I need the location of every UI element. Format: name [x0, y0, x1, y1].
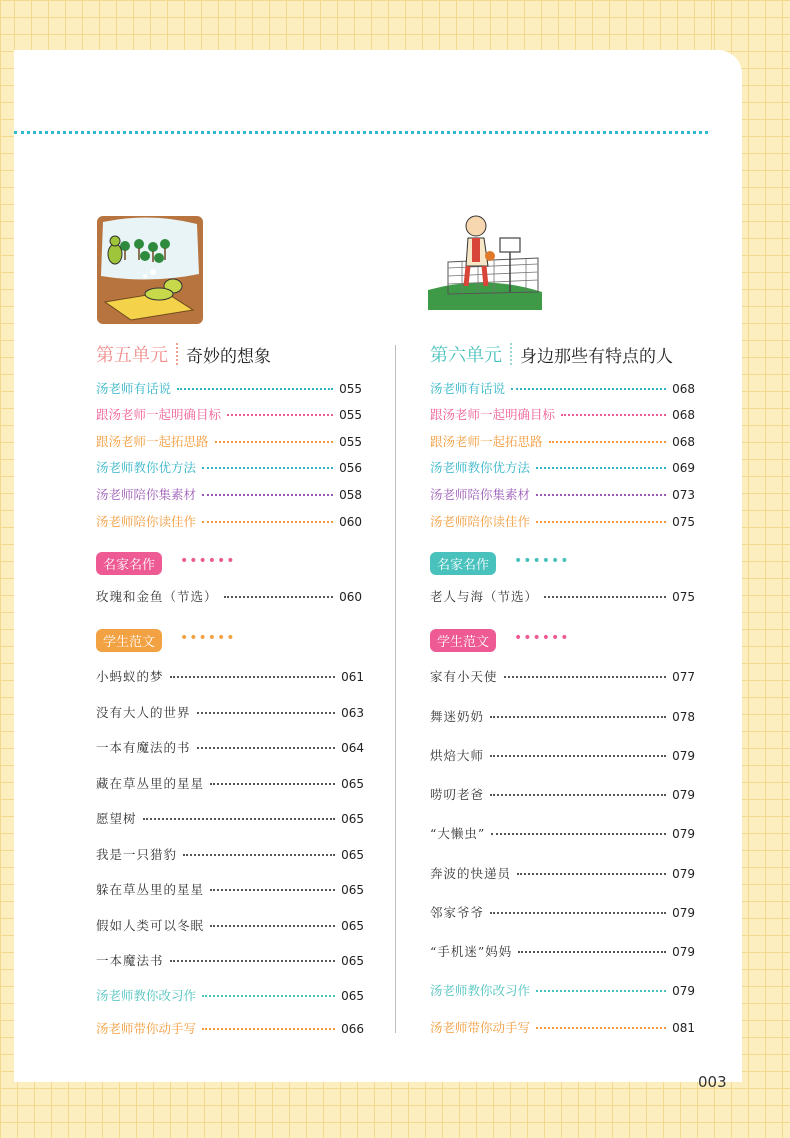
leader-dots: [544, 596, 666, 598]
page-ref: 079: [672, 906, 695, 920]
toc-label: 跟汤老师一起拓思路: [96, 434, 209, 449]
toc-label: 没有大人的世界: [96, 705, 191, 720]
page-ref: 069: [672, 461, 695, 475]
leader-dots: [536, 494, 666, 496]
toc-label: 藏在草丛里的星星: [96, 776, 205, 791]
page-ref: 065: [341, 777, 364, 791]
toc-row[interactable]: [430, 587, 695, 605]
leader-dots: [491, 833, 666, 835]
leader-dots: [202, 494, 333, 496]
toc-row[interactable]: [430, 379, 695, 397]
toc-row[interactable]: [430, 942, 695, 960]
leader-dots: [202, 1028, 335, 1030]
toc-row[interactable]: [96, 880, 364, 898]
page-ref: 060: [339, 590, 362, 604]
page-ref: 078: [672, 710, 695, 724]
page-ref: 079: [672, 788, 695, 802]
unit-number: 第六单元: [430, 345, 502, 366]
leader-dots: [536, 990, 666, 992]
page-ref: 068: [672, 408, 695, 422]
old-man-basketball-illustration: [428, 212, 542, 310]
leader-dots: [490, 755, 666, 757]
page-ref: 065: [341, 954, 364, 968]
page-ref: 079: [672, 984, 695, 998]
toc-label: 跟汤老师一起明确目标: [96, 407, 222, 422]
student-essays-badge: 学生范文: [430, 629, 496, 652]
badge-dots: ••••••: [180, 553, 236, 569]
leader-dots: [490, 794, 666, 796]
unit-number: 第五单元: [96, 345, 168, 366]
leader-dots: [227, 414, 333, 416]
toc-label: 汤老师陪你集素材: [96, 487, 197, 502]
leader-dots: [197, 712, 336, 714]
toc-row[interactable]: [96, 485, 362, 503]
toc-row[interactable]: [96, 951, 364, 969]
toc-label: 汤老师有话说: [96, 381, 172, 396]
toc-row[interactable]: [96, 458, 362, 476]
leader-dots: [504, 676, 667, 678]
leader-dots: [210, 889, 335, 891]
toc-row[interactable]: [430, 405, 695, 423]
toc-label: 邻家爷爷: [430, 905, 485, 920]
toc-row[interactable]: [430, 485, 695, 503]
toc-row[interactable]: [430, 746, 695, 764]
toc-label: 老人与海（节选）: [430, 589, 539, 604]
toc-label: 汤老师教你优方法: [430, 460, 531, 475]
page-ref: 063: [341, 706, 364, 720]
leader-dots: [143, 818, 336, 820]
page-ref: 073: [672, 488, 695, 502]
page-ref: 068: [672, 382, 695, 396]
toc-label: 汤老师陪你读佳作: [96, 514, 197, 529]
page-ref: 068: [672, 435, 695, 449]
leader-dots: [561, 414, 666, 416]
page-ref: 064: [341, 741, 364, 755]
toc-label: 汤老师陪你集素材: [430, 487, 531, 502]
leader-dots: [210, 925, 335, 927]
page-ref: 065: [341, 883, 364, 897]
toc-row[interactable]: [430, 864, 695, 882]
page-ref: 055: [339, 435, 362, 449]
toc-row[interactable]: [96, 432, 362, 450]
leader-dots: [197, 747, 336, 749]
page-number: 003: [698, 1073, 727, 1091]
page-ref: 079: [672, 867, 695, 881]
page-ref: 065: [341, 848, 364, 862]
unit-title: 奇妙的想象: [186, 346, 271, 367]
leader-dots: [536, 521, 666, 523]
leader-dots: [215, 441, 334, 443]
leader-dots: [518, 951, 666, 953]
unit-separator: [510, 343, 512, 365]
page-ref: 055: [339, 382, 362, 396]
toc-label: 躲在草丛里的星星: [96, 882, 205, 897]
top-dotted-rule: [14, 131, 708, 134]
toc-label: 汤老师教你改习作: [430, 983, 531, 998]
page-ref: 065: [341, 919, 364, 933]
leader-dots: [490, 912, 666, 914]
badge-dots: ••••••: [514, 553, 570, 569]
page-ref: 079: [672, 945, 695, 959]
toc-row[interactable]: [430, 1018, 695, 1036]
page-ref: 079: [672, 749, 695, 763]
toc-label: 汤老师带你动手写: [430, 1020, 531, 1035]
toc-row[interactable]: [96, 986, 364, 1004]
toc-row[interactable]: [96, 667, 364, 685]
toc-label: 愿望树: [96, 811, 137, 826]
leader-dots: [490, 716, 666, 718]
unit-title: 身边那些有特点的人: [520, 346, 673, 367]
famous-works-badge: 名家名作: [96, 552, 162, 575]
toc-row[interactable]: [430, 667, 695, 685]
leader-dots: [511, 388, 666, 390]
toc-row[interactable]: [430, 981, 695, 999]
toc-row[interactable]: [96, 738, 364, 756]
top-grid-band: [14, 0, 714, 50]
page-ref: 077: [672, 670, 695, 684]
toc-row[interactable]: [430, 785, 695, 803]
famous-works-badge: 名家名作: [430, 552, 496, 575]
ant-dream-illustration: [95, 214, 205, 326]
toc-label: 小蚂蚁的梦: [96, 669, 164, 684]
toc-row[interactable]: [430, 432, 695, 450]
toc-row[interactable]: [430, 512, 695, 530]
toc-label: 汤老师教你优方法: [96, 460, 197, 475]
page-ref: 055: [339, 408, 362, 422]
page-ref: 066: [341, 1022, 364, 1036]
leader-dots: [536, 467, 666, 469]
page-ref: 081: [672, 1021, 695, 1035]
leader-dots: [517, 873, 666, 875]
column-divider: [395, 345, 396, 1033]
toc-row[interactable]: [96, 512, 362, 530]
leader-dots: [170, 676, 336, 678]
page-ref: 065: [341, 812, 364, 826]
toc-label: 汤老师陪你读佳作: [430, 514, 531, 529]
leader-dots: [536, 1027, 666, 1029]
toc-row[interactable]: [96, 774, 364, 792]
toc-row[interactable]: [430, 903, 695, 921]
page-ref: 058: [339, 488, 362, 502]
toc-row[interactable]: [430, 458, 695, 476]
toc-row[interactable]: [96, 405, 362, 423]
page-ref: 065: [341, 989, 364, 1003]
toc-label: 汤老师教你改习作: [96, 988, 197, 1003]
toc-label: 跟汤老师一起拓思路: [430, 434, 543, 449]
page-ref: 075: [672, 590, 695, 604]
leader-dots: [224, 596, 334, 598]
page-ref: 056: [339, 461, 362, 475]
toc-row[interactable]: [430, 707, 695, 725]
badge-dots: ••••••: [180, 630, 236, 646]
leader-dots: [170, 960, 336, 962]
unit-separator: [176, 343, 178, 365]
toc-label: 我是一只猎豹: [96, 847, 178, 862]
toc-label: 汤老师有话说: [430, 381, 506, 396]
toc-label: “大懒虫”: [430, 826, 486, 841]
unit-header: [430, 341, 673, 367]
leader-dots: [183, 854, 335, 856]
toc-row[interactable]: [96, 1019, 364, 1037]
leader-dots: [202, 521, 333, 523]
toc-label: “手机迷”妈妈: [430, 944, 513, 959]
toc-row[interactable]: [96, 703, 364, 721]
page-ref: 079: [672, 827, 695, 841]
toc-row[interactable]: [96, 916, 364, 934]
toc-label: 假如人类可以冬眠: [96, 918, 205, 933]
toc-label: 奔波的快递员: [430, 866, 512, 881]
page-ref: 061: [341, 670, 364, 684]
toc-row[interactable]: [96, 379, 362, 397]
leader-dots: [177, 388, 333, 390]
page-ref: 075: [672, 515, 695, 529]
page-ref: 060: [339, 515, 362, 529]
toc-label: 跟汤老师一起明确目标: [430, 407, 556, 422]
leader-dots: [210, 783, 335, 785]
toc-label: 家有小天使: [430, 669, 498, 684]
toc-label: 唠叨老爸: [430, 787, 485, 802]
toc-label: 玫瑰和金鱼（节选）: [96, 589, 218, 604]
student-essays-badge: 学生范文: [96, 629, 162, 652]
leader-dots: [549, 441, 667, 443]
toc-label: 舞迷奶奶: [430, 709, 485, 724]
toc-label: 汤老师带你动手写: [96, 1021, 197, 1036]
toc-label: 一本有魔法的书: [96, 740, 191, 755]
toc-row[interactable]: [96, 845, 364, 863]
unit-header: [96, 341, 271, 367]
toc-label: 一本魔法书: [96, 953, 164, 968]
leader-dots: [202, 467, 333, 469]
toc-row[interactable]: [96, 587, 362, 605]
toc-label: 烘焙大师: [430, 748, 485, 763]
toc-row[interactable]: [430, 824, 695, 842]
leader-dots: [202, 995, 335, 997]
toc-row[interactable]: [96, 809, 364, 827]
badge-dots: ••••••: [514, 630, 570, 646]
